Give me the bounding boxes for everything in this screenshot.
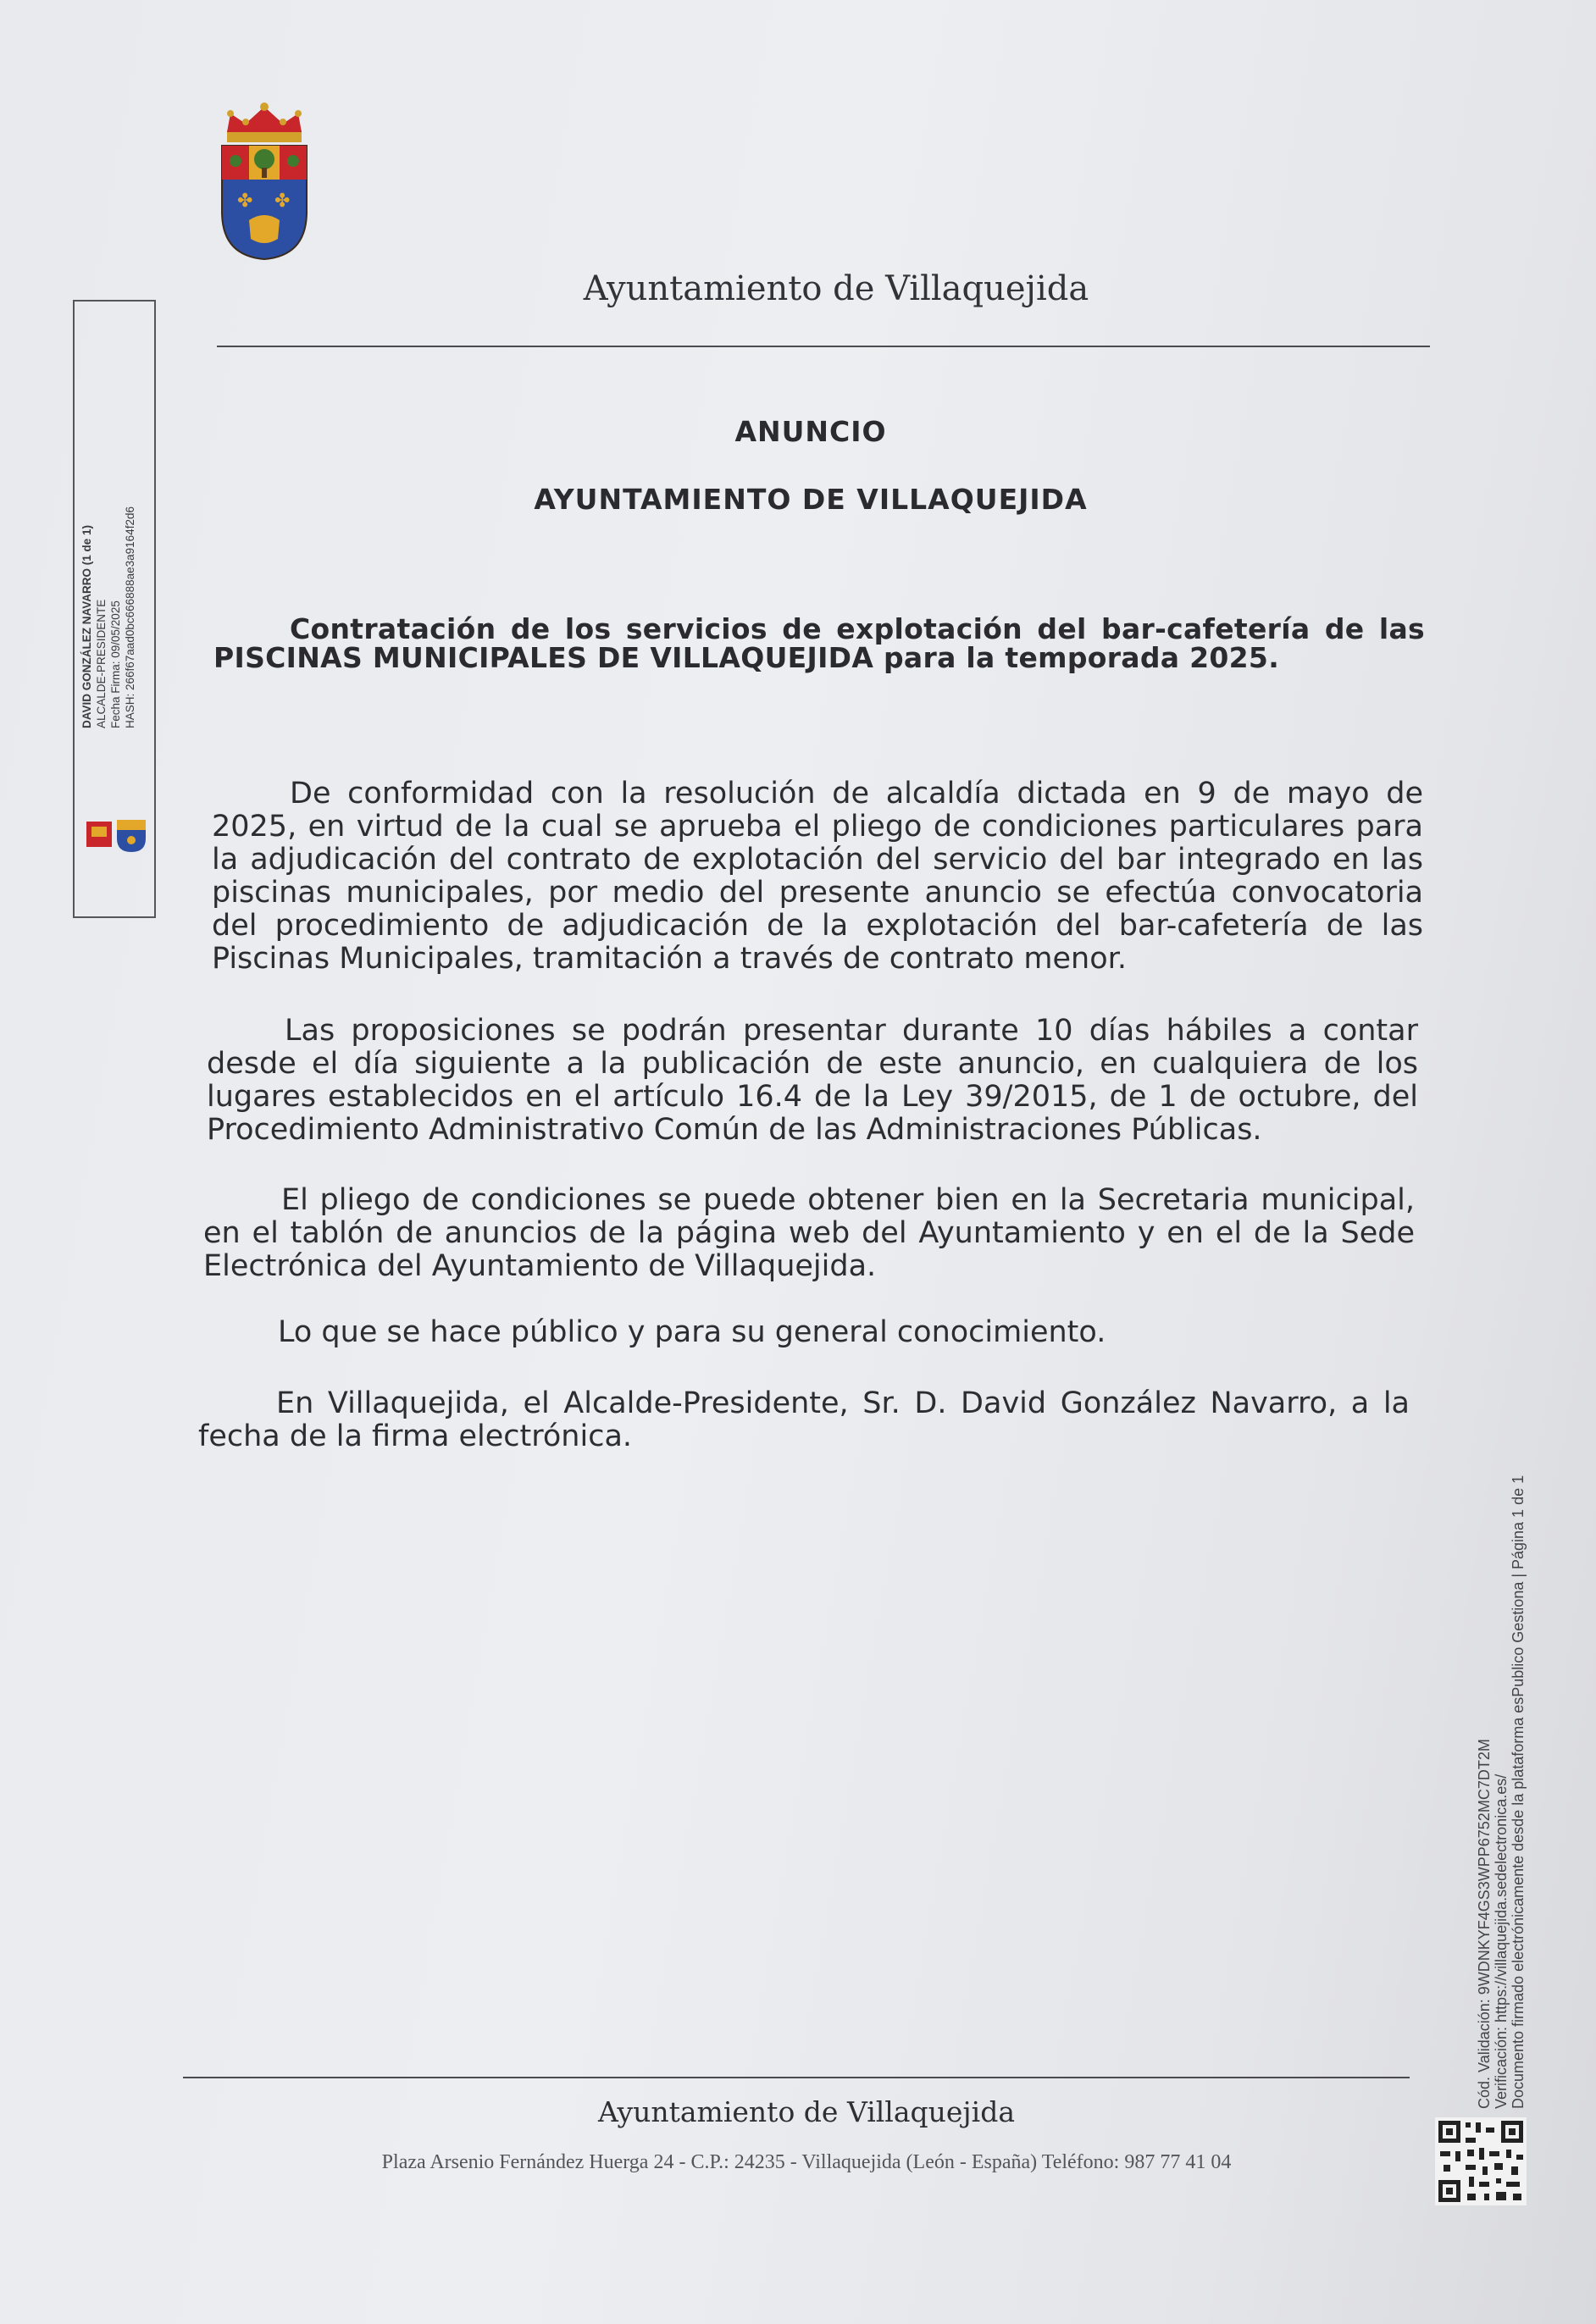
header-title: Ayuntamiento de Villaquejida [583,269,1089,308]
verification-text [1476,1423,1530,2109]
svg-text:✤: ✤ [237,191,253,212]
document-subject: Contratación de los servicios de explotación del bar-cafetería de las PISCINAS MUNICIPALES DE VILLAQUEJIDA para la temporada 2025. [213,612,1425,674]
verification-url: Verificación: https://villaquejida.sedelectronica.es/ [1493,1773,1510,2109]
paragraph-signature-line: En Villaquejida, el Alcalde-Presidente, Sr. D. David González Navarro, a la fecha de la firma electrónica. [198,1386,1410,1453]
signature-stamp-text [80,330,151,728]
header-divider [217,346,1430,347]
paragraph-public-notice: Lo que se hace público y para su general conocimiento. [278,1315,1106,1349]
document-type: ANUNCIO [734,415,887,448]
signature-hash: HASH: 266f67aad0bc666888ae3a9164f2d6 [124,506,136,728]
footer-title: Ayuntamiento de Villaquejida [597,2095,1016,2128]
coat-of-arms-icon [219,102,310,263]
signer-name: DAVID GONZÁLEZ NAVARRO (1 de 1) [80,524,93,728]
footer-address: Plaza Arsenio Fernández Huerga 24 - C.P.: 24235 - Villaquejida (León - España) Teléfono: 987 77 41 04 [381,2151,1232,2173]
footer-divider [183,2077,1410,2078]
paragraph-proposals: Las proposiciones se podrán presentar durante 10 días hábiles a contar desde el día siguiente a la publicación de este anuncio, en cualquiera de los lugares establecidos en el artículo 16.4 de la Ley 39/2015, de 1 de octubre, del Procedimiento Administrativo Común de las Administraciones Públicas. [207,1014,1418,1147]
platform-note: Documento firmado electrónicamente desde la plataforma esPublico Gestiona | Página 1 de 1 [1510,1475,1527,2109]
signature-stamp [73,300,156,918]
svg-text:✤: ✤ [274,191,291,212]
qr-code-icon [1435,2117,1527,2205]
validation-code: Cód. Validación: 9WDNKYF4GS3WPP6752MC7DT2M [1476,1739,1493,2109]
signer-role: ALCALDE-PRESIDENTE [95,599,108,728]
paragraph-resolution: De conformidad con la resolución de alcaldía dictada en 9 de mayo de 2025, en virtud de la cual se aprueba el pliego de condiciones particulares para la adjudicación del contrato de explotación del servicio del bar integrado en las piscinas municipales, por medio del presente anuncio se efectúa convocatoria del procedimiento de adjudicación de la explotación del bar-cafetería de las Piscinas Municipales, tramitación a través de contrato menor. [212,777,1423,976]
signature-date: Fecha Firma: 09/05/2025 [109,600,122,728]
paragraph-conditions: El pliego de condiciones se puede obtener bien en la Secretaria municipal, en el tablón de anuncios de la página web del Ayuntamiento y en el de la Sede Electrónica del Ayuntamiento de Villaquejida. [203,1183,1415,1283]
stamp-coat-of-arms-icon [83,815,149,854]
organization-name: AYUNTAMIENTO DE VILLAQUEJIDA [534,483,1088,516]
